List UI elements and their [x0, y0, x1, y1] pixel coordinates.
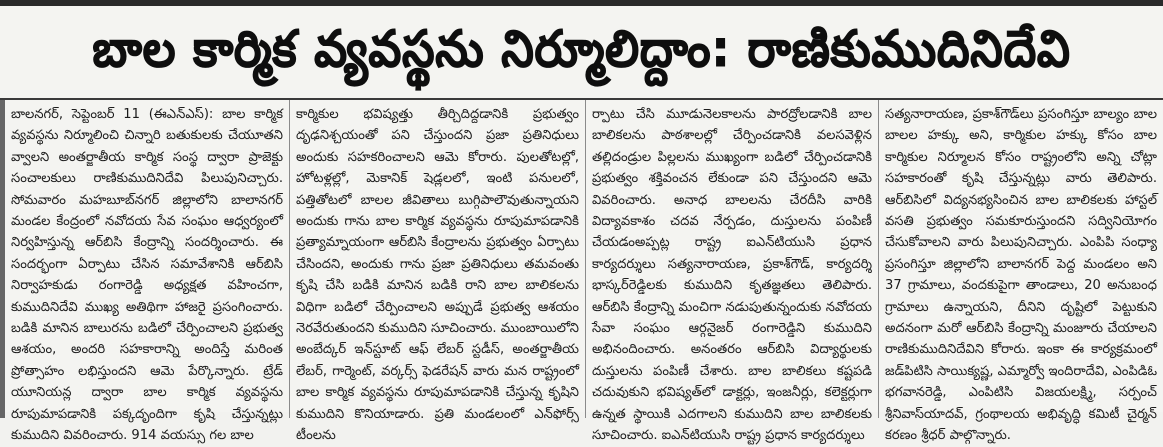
column-text: ర్పాటు చేసి మూడునెలకాలను పారద్రోలడానికి బాల బాలికలను పాఠశాలల్లో చేర్పించడానికి వలసవెళ్లిన తల్లిదండ్రుల పిల్లలను ముఖ్యంగా బడిలో చేర్పించడానికి ప్రభుత్వం శక్తివంచన లేకుండా పని చేస్తుందని ఆమె వివరించారు. అనాధ బాలలను చేరదీసి వారికి విద్యావకాశం చదవ నేర్పడం, దుస్తులను పంపిణీ చేయడంఅప్పట్ల రాష్ట్ర ఐఎన్‌టియుసి ప్రధాన కార్యదర్శులు సత్యనారాయణ, ప్రకాశ్‌గౌడ్, కార్యదర్శి భాస్కర్‌రెడ్డిలకు కుముదిని కృతజ్ఞతలు తెలిపారు. ఆర్‌బిసి కేంద్రాన్ని మంచిగా నడుపుతున్నందుకు నవోదయ సేవా సంఘం ఆర్గనైజర్ రంగారెడ్డిని కుముదిని అభినందించారు. అనంతరం ఆర్‌బిసి విద్యార్థులకు దుస్తులను పంపిణీ చేశారు. బాల బాలికలు కష్టపడి చదువుకుని భవిష్యత్‌లో డాక్టర్లు, ఇంజనీర్లు, కలెక్టర్లుగా ఉన్నత స్థాయికి ఎదగాలని కుముదిని బాల బాలికలకు సూచించారు. ఐఎన్‌టియుసి రాష్ట్ర ప్రధాన కార్యదర్శులు [592, 107, 872, 444]
article-body [0, 100, 1163, 444]
column-text: బాలనగర్, సెప్టెంబర్ 11 (ఈఎన్ఎస్): బాల కార్మిక వ్యవస్థను నిర్మూలించి చిన్నారి బతుకులకు చేయూతని వ్వాలని అంతర్జాతీయ కార్మిక సంస్థ ద్వారా ప్రాజెక్టు సంచాలకులు రాణికుముదినిదేవి పిలుపునిచ్చారు. సోమవారం మహబూబ్‌నగర్ జిల్లాలోని బాలానగర్ మండల కేంద్రంలో నవోదయ సేవ సంఘం ఆధ్వర్యంలో నిర్వహిస్తున్న ఆర్‌బిసి కేంద్రాన్ని సందర్శించారు. ఈ సందర్భంగా ఏర్పాటు చేసిన సమావేశానికి ఆర్‌బిసి నిర్వాహకుడు రంగారెడ్డి అధ్యక్షత వహించగా, కుముదినిదేవి ముఖ్య అతిథిగా హాజరై ప్రసంగించారు. బడికి మానిన బాలురను బడిలో చేర్పించాలని ప్రభుత్వ ఆశయం, అందరి సహకారాన్ని అందిస్తే మరింత ప్రోత్సాహం లభిస్తుందని ఆమె పేర్కొన్నారు. ట్రేడ్ యూనియన్ల ద్వారా బాల కార్మిక వ్యవస్థను రూపుమాపడానికి పక్కదృందిగా కృషి చేస్తున్నట్లు కుముదిని వివరించారు. 914 వయస్సు గల బాల [11, 107, 283, 444]
column-text: కార్మికుల భవిష్యత్తు తీర్చిదిద్దడానికి ప్రభుత్వం దృఢనిశ్చయంతో పని చేస్తుందని ప్రజా ప్రతినిధులు అందుకు సహకరించాలని ఆమె కోరారు. పులతోటల్లో, హోటళ్లల్లో, మెకానిక్ షెడ్లలలో, ఇంటి పనులలో, పత్తితోటలో బాలల జీవితాలు బుగ్గిపాలౌవుతున్నాయని అందుకు గాను బాల కార్మిక వ్యవస్థను రూపుమాపడానికి ప్రత్యామ్నాయంగా ఆర్‌బిసి కేంద్రాలను ప్రభుత్వం ఏర్పాటు చేసిందని, అందుకు గాను ప్రజా ప్రతినిధులు తమవంతు కృషి చేసి బడికి మానిన బడికి రాని బాల బాలికలను విధిగా బడిలో చేర్పించాలని అప్పుడే ప్రభుత్వ ఆశయం నెరవేరుతుందని కుముదిని సూచించారు. ముంబాయిలోని అంబేద్కర్ ఇన్‌స్టూట్ ఆఫ్ లేబర్ స్టడీస్, అంతర్జాతీయ లేబర్, గార్మెంట్, వర్కర్స్ ఫెడరేషన్ వారు మన రాష్ట్రంలో బాల కార్మిక వ్యవస్థను రూపుమాపడానికి చేస్తున్న కృషిని కుముదిని కొనియాడారు. ప్రతి మండలంలో ఎన్‌ఫోర్స్ టీంలను [296, 107, 579, 444]
article-column-1 [0, 100, 290, 444]
article-column-2 [290, 100, 586, 444]
headline-banner [0, 12, 1163, 100]
headline: బాల కార్మిక వ్యవస్థను నిర్మూలిద్దాం: రాణికుముదినిదేవి [92, 19, 1071, 78]
article-column-3 [586, 100, 879, 444]
article-column-4 [879, 100, 1163, 444]
column-text: సత్యనారాయణ, ప్రకాశ్‌గౌడ్‌లు ప్రసంగిస్తూ బాల్యం బాల బాలల హక్కు అని, కార్మికుల హక్కు కోసం బాల కార్మికుల నిర్మూలన కోసం రాష్ట్రంలోని అన్ని చోట్లా సహకారంతో కృషి చేస్తున్నట్లు వారు తెలిపారు. ఆర్‌బిసిలో విద్యనభ్యసించిన బాల బాలికలకు హాస్టల్ వసతి ప్రభుత్వం సమకూరుస్తుందని సద్వినియోగం చేసుకోవాలని వారు పిలుపునిచ్చారు. ఎంపిపి సంధ్యా ప్రసంగిస్తూ జిల్లాలోని బాలానగర్ పెద్ద మండలం అని 37 గ్రామాలు, వందకుపైగా తాండాలు, 20 అనుబంధ గ్రామాలు ఉన్నాయని, దీనిని దృష్టిలో పెట్టుకుని అదనంగా మరో ఆర్‌బిసి కేంద్రాన్ని మంజూరు చేయాలని రాణికుముదినిదేవిని కోరారు. ఇంకా ఈ కార్యక్రమంలో జడ్‌పిటిసి సాయిక్యష్ణ, ఎమ్మార్వో ఇందిరాదేవి, ఎంపిడిఓ భగవానరెడ్డి, ఎంపిటిసి విజయలక్ష్మి, సర్పంచ్ శ్రీనివాస్‌యాదవ్, గ్రంథాలయ అభివృద్ధి కమిటీ చైర్మన్ కరణం శ్రీధర్ పాల్గొన్నారు. [885, 107, 1158, 444]
